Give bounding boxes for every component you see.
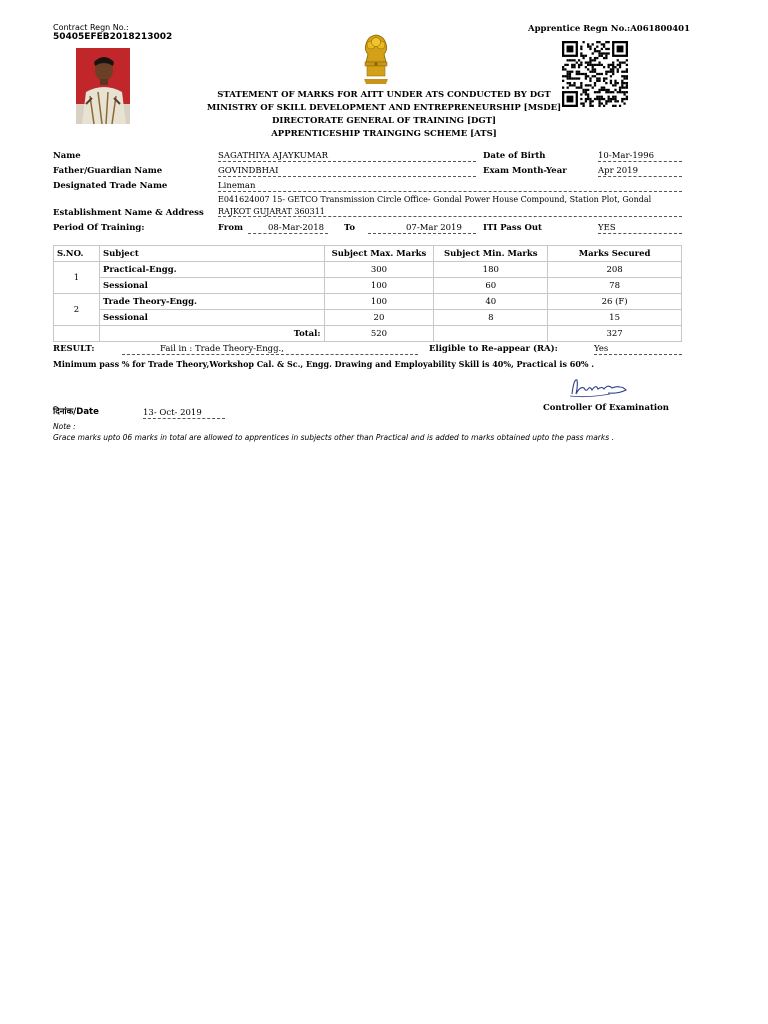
dob-value: 10-Mar-1996 bbox=[598, 151, 682, 162]
note-label: Note : bbox=[53, 422, 76, 431]
blank-cell bbox=[434, 326, 548, 342]
col-max-marks: Subject Max. Marks bbox=[324, 246, 434, 262]
col-min-marks: Subject Min. Marks bbox=[434, 246, 548, 262]
table-row bbox=[54, 262, 682, 278]
establishment-label: Establishment Name & Address bbox=[53, 208, 204, 218]
establishment-line-2: RAJKOT GUJARAT 360311 bbox=[218, 207, 682, 217]
eligible-label: Eligible to Re-appear (RA): bbox=[429, 344, 558, 354]
to-label: To bbox=[344, 223, 356, 233]
sno-cell: 1 bbox=[54, 262, 100, 294]
trade-value: Lineman bbox=[218, 181, 682, 192]
candidate-name: SAGATHIYA AJAYKUMAR bbox=[218, 151, 476, 162]
contract-number: 50405EFEB2018213002 bbox=[53, 32, 173, 42]
signature-icon bbox=[568, 372, 632, 400]
heading-line-2: MINISTRY OF SKILL DEVELOPMENT AND ENTREPRENEURSHIP [MSDE] bbox=[206, 103, 562, 113]
exam-label: Exam Month-Year bbox=[483, 166, 567, 176]
heading-line-4: APPRENTICESHIP TRAINGING SCHEME [ATS] bbox=[271, 129, 497, 139]
subject-cell: Sessional bbox=[99, 310, 324, 326]
secured-cell: 15 bbox=[548, 310, 682, 326]
apprentice-label: Apprentice Regn No.: bbox=[528, 24, 631, 34]
max-cell: 300 bbox=[324, 262, 434, 278]
table-total-row bbox=[54, 326, 682, 342]
iti-label: ITI Pass Out bbox=[483, 223, 542, 233]
period-label: Period Of Training: bbox=[53, 223, 145, 233]
date-label: दिनांक/Date bbox=[53, 407, 99, 417]
table-row bbox=[54, 310, 682, 326]
subject-cell: Practical-Engg. bbox=[99, 262, 324, 278]
col-sno: S.NO. bbox=[54, 246, 100, 262]
heading-line-3: DIRECTORATE GENERAL OF TRAINING [DGT] bbox=[271, 116, 496, 126]
apprentice-number: A061800401 bbox=[630, 24, 691, 34]
result-value: Fail in : Trade Theory-Engg., bbox=[122, 344, 418, 355]
col-marks-secured: Marks Secured bbox=[548, 246, 682, 262]
controller-title: Controller Of Examination bbox=[543, 403, 669, 413]
national-emblem-icon bbox=[356, 32, 396, 87]
secured-cell: 26 (F) bbox=[548, 294, 682, 310]
total-max: 520 bbox=[324, 326, 434, 342]
secured-cell: 78 bbox=[548, 278, 682, 294]
candidate-photo bbox=[76, 48, 130, 124]
apprentice-regn bbox=[528, 24, 690, 34]
from-date: 08-Mar-2018 bbox=[248, 223, 328, 234]
father-name: GOVINDBHAI bbox=[218, 166, 476, 177]
establishment-line-1: E041624007 15- GETCO Transmission Circle Office- Gondal Power House Compound, Station Plot, Gondal bbox=[218, 195, 652, 204]
secured-cell: 208 bbox=[548, 262, 682, 278]
table-row bbox=[54, 278, 682, 294]
subject-cell: Trade Theory-Engg. bbox=[99, 294, 324, 310]
father-label: Father/Guardian Name bbox=[53, 166, 163, 176]
to-date: 07-Mar 2019 bbox=[368, 223, 476, 234]
note-text: Grace marks upto 06 marks in total are allowed to apprentices in subjects other than Practical and is added to marks obtained upto the pass marks . bbox=[53, 433, 614, 442]
dob-label: Date of Birth bbox=[483, 151, 546, 161]
exam-value: Apr 2019 bbox=[598, 166, 682, 177]
trade-label: Designated Trade Name bbox=[53, 181, 168, 191]
table-row bbox=[54, 294, 682, 310]
eligible-value: Yes bbox=[594, 344, 682, 355]
subject-cell: Sessional bbox=[99, 278, 324, 294]
name-label: Name bbox=[53, 151, 81, 161]
min-cell: 180 bbox=[434, 262, 548, 278]
table-header-row bbox=[54, 246, 682, 262]
col-subject: Subject bbox=[99, 246, 324, 262]
blank-cell bbox=[54, 326, 100, 342]
total-secured: 327 bbox=[548, 326, 682, 342]
heading-line-1: STATEMENT OF MARKS FOR AITT UNDER ATS CONDUCTED BY DGT bbox=[217, 90, 551, 100]
date-value: 13- Oct- 2019 bbox=[143, 408, 225, 419]
max-cell: 20 bbox=[324, 310, 434, 326]
from-label: From bbox=[218, 223, 244, 233]
max-cell: 100 bbox=[324, 294, 434, 310]
sno-cell: 2 bbox=[54, 294, 100, 326]
result-label: RESULT: bbox=[53, 344, 95, 354]
marks-table bbox=[53, 245, 682, 342]
minimum-pass-text: Minimum pass % for Trade Theory,Workshop Cal. & Sc., Engg. Drawing and Employability Skill is 40%, Practical is 60% . bbox=[53, 359, 595, 369]
max-cell: 100 bbox=[324, 278, 434, 294]
document-heading bbox=[160, 89, 608, 141]
min-cell: 40 bbox=[434, 294, 548, 310]
total-label: Total: bbox=[99, 326, 324, 342]
min-cell: 60 bbox=[434, 278, 548, 294]
contract-label: Contract Regn No.: bbox=[53, 23, 129, 32]
min-cell: 8 bbox=[434, 310, 548, 326]
iti-value: YES bbox=[598, 223, 682, 234]
